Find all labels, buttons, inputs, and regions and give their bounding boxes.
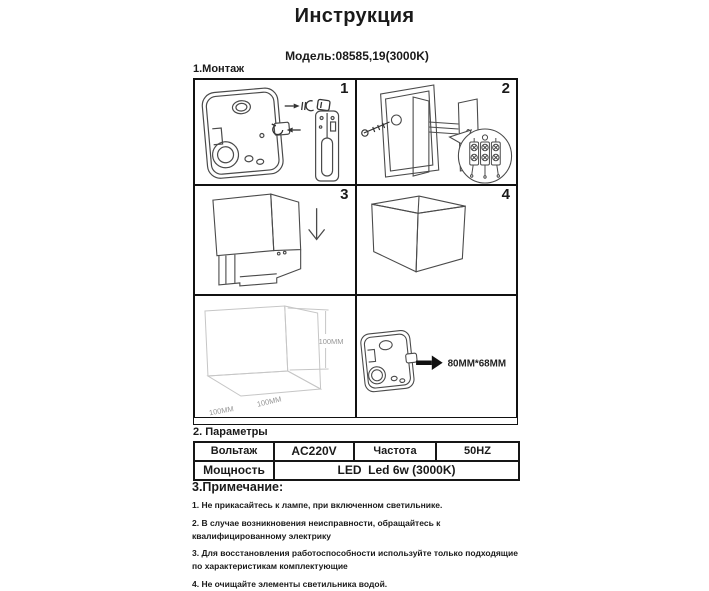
step-number: 3 xyxy=(340,186,349,203)
notes-list xyxy=(192,499,529,591)
height-dimension-label: 100MM xyxy=(318,336,344,347)
notes-heading: 3.Примечание: xyxy=(192,480,284,494)
down-arrow-icon xyxy=(309,208,325,239)
power-value: LED Led 6w (3000K) xyxy=(274,461,519,480)
montage-heading: 1.Монтаж xyxy=(193,63,245,75)
montage-step-3-panel xyxy=(194,185,356,295)
note-item: 1. Не прикасайтесь к лампе, при включенном светильнике. xyxy=(192,500,443,510)
plate-size-label: 80MM*68MM xyxy=(447,358,506,370)
params-table xyxy=(193,441,520,481)
mounting-plate-drawing xyxy=(359,329,419,392)
montage-step-1-panel xyxy=(194,79,356,185)
table-row xyxy=(194,461,519,480)
bracket-drawing xyxy=(316,111,339,181)
right-arrow-icon xyxy=(416,356,443,371)
step-number: 1 xyxy=(340,80,349,97)
wall-plate-drawing xyxy=(380,85,438,177)
terminal-block-callout xyxy=(449,129,511,183)
depth-dimension-label: 100MM xyxy=(208,404,235,417)
note-item: 2. В случае возникновения неисправности, обращайтесь к квалифицированному электрику xyxy=(192,517,441,541)
step-number: 4 xyxy=(501,186,510,203)
step3-drawing xyxy=(195,186,355,294)
step1-drawing xyxy=(195,80,355,184)
montage-grid xyxy=(193,78,518,425)
dimensions-panel xyxy=(194,295,356,418)
width-dimension-label: 100MM xyxy=(256,394,283,409)
step-number: 2 xyxy=(501,80,510,97)
montage-step-2-panel xyxy=(356,79,518,185)
note-item: 4. Не очищайте элементы светильника водой. xyxy=(192,578,388,589)
note-item: 3. Для восстановления работоспособности используйте только подходящие по характеристикам комплектующие xyxy=(192,548,518,571)
screw-icon xyxy=(361,122,389,136)
montage-step-4-panel xyxy=(356,185,518,295)
table-row xyxy=(194,442,519,461)
step4-drawing xyxy=(357,186,517,294)
model-label: Модель:08585,19(3000K) xyxy=(285,49,429,63)
cube-drawing xyxy=(371,196,465,272)
plate-size-drawing xyxy=(357,296,517,417)
voltage-value: AC220V xyxy=(274,442,354,461)
plate-size-panel xyxy=(356,295,518,418)
power-label: Мощность xyxy=(194,461,274,480)
params-heading: 2. Параметры xyxy=(193,426,268,438)
step2-drawing xyxy=(357,80,517,184)
dimension-cube-drawing xyxy=(195,296,355,417)
voltage-label: Вольтаж xyxy=(194,442,274,461)
mounting-plate-drawing xyxy=(201,86,293,179)
frequency-value: 50HZ xyxy=(436,442,519,461)
frequency-label: Частота xyxy=(354,442,436,461)
lamp-cube-drawing xyxy=(213,194,301,286)
page-title: Инструкция xyxy=(294,5,415,27)
screw-icon xyxy=(285,99,330,111)
